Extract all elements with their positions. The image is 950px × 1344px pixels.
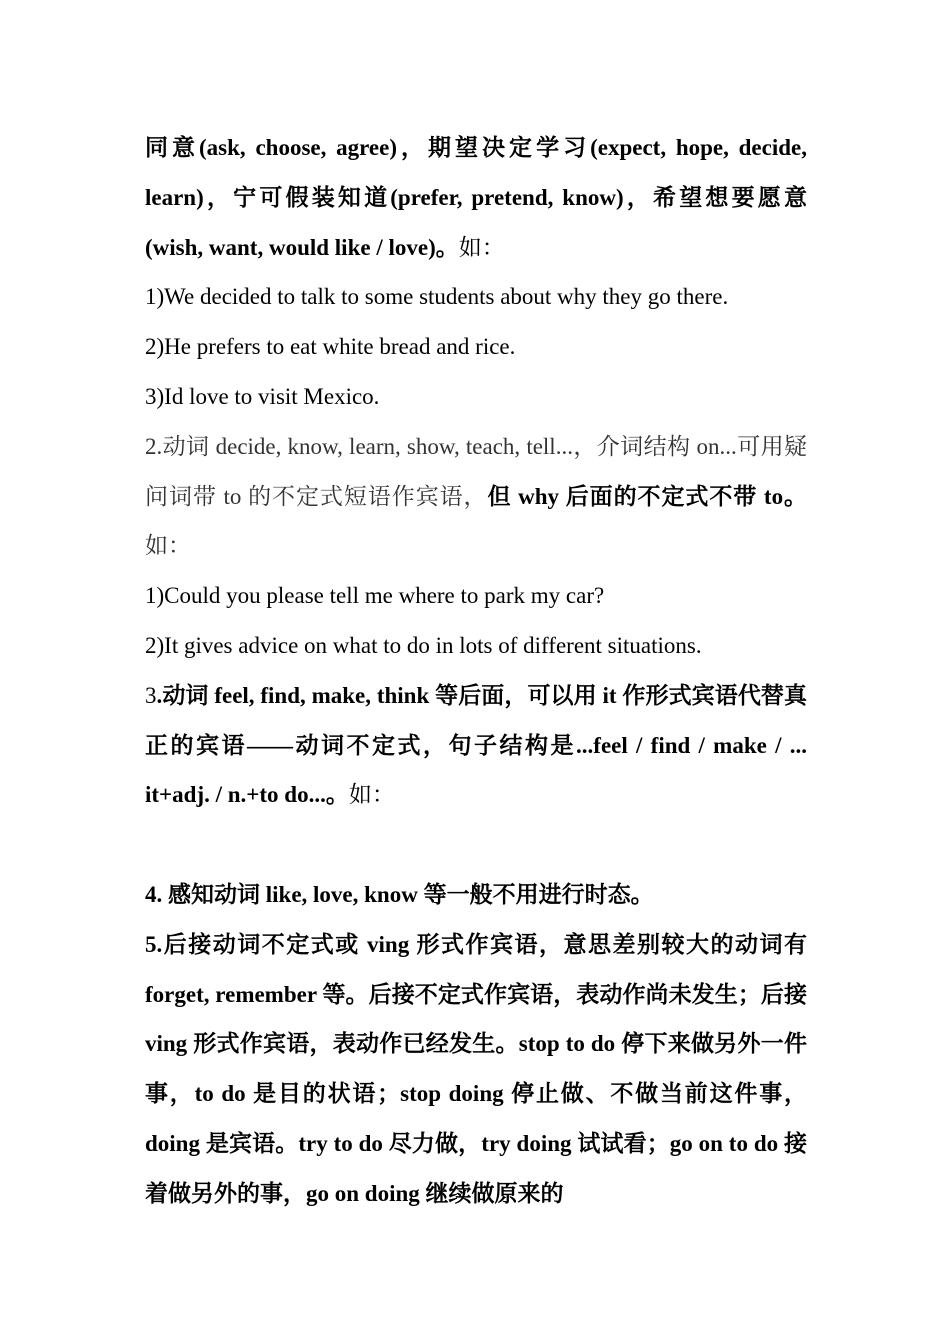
example-sentence-3: 3)Id love to visit Mexico. — [145, 383, 380, 409]
example-marker: 如： — [145, 533, 191, 559]
rule-2-example-1: 1)Could you please tell me where to park my car? — [145, 583, 605, 609]
paragraph-verb-list — [145, 123, 807, 272]
rule-2-paragraph — [145, 422, 807, 571]
rule-5-paragraph: 5.后接动词不定式或 ving 形式作宾语，意思差别较大的动词有 forget, remember 等。后接不定式作宾语，表动作尚未发生；后接 ving 形式作宾语，表动作已经发生。stop to do 停下来做另外一件事，to do 是目的状语；stop doing 停止做、不做当前这件事，doing 是宾语。try to do 尽力做，try doing 试试看；go on to do 接着做另外的事，go on doing 继续做原来的 — [145, 931, 807, 1206]
rule-2-bold: 但 why 后面的不定式不带 to。 — [487, 483, 808, 509]
example-sentence-2: 2)He prefers to eat white bread and rice. — [145, 334, 516, 360]
rule-2-lead: 2.动词 decide, know, learn, show, teach, tell...，介词结构 on...可用疑问词带 to 的不定式短语作宾语， — [145, 433, 807, 509]
verb-list-bold: 同意(ask, choose, agree)，期望决定学习(expect, hope, decide, learn)，宁可假装知道(prefer, pretend, know)，希望想要愿意(wish, want, would like / love)。 — [145, 135, 807, 260]
rule-3-bold: .动词 feel, find, make, think 等后面，可以用 it 作形式宾语代替真正的宾语——动词不定式，句子结构是...feel / find / make / ... it+adj. / n.+to do...。 — [145, 682, 807, 808]
rule-3-number: 3 — [145, 682, 157, 708]
rule-4-paragraph: 4. 感知动词 like, love, know 等一般不用进行时态。 — [145, 881, 654, 907]
example-marker: 如： — [458, 234, 505, 260]
example-marker: 如： — [348, 782, 395, 808]
example-sentence-1: 1)We decided to talk to some students about why they go there. — [145, 284, 729, 310]
blank-line — [145, 820, 950, 870]
rule-3-paragraph — [145, 671, 807, 820]
rule-2-example-2: 2)It gives advice on what to do in lots of different situations. — [145, 632, 702, 658]
